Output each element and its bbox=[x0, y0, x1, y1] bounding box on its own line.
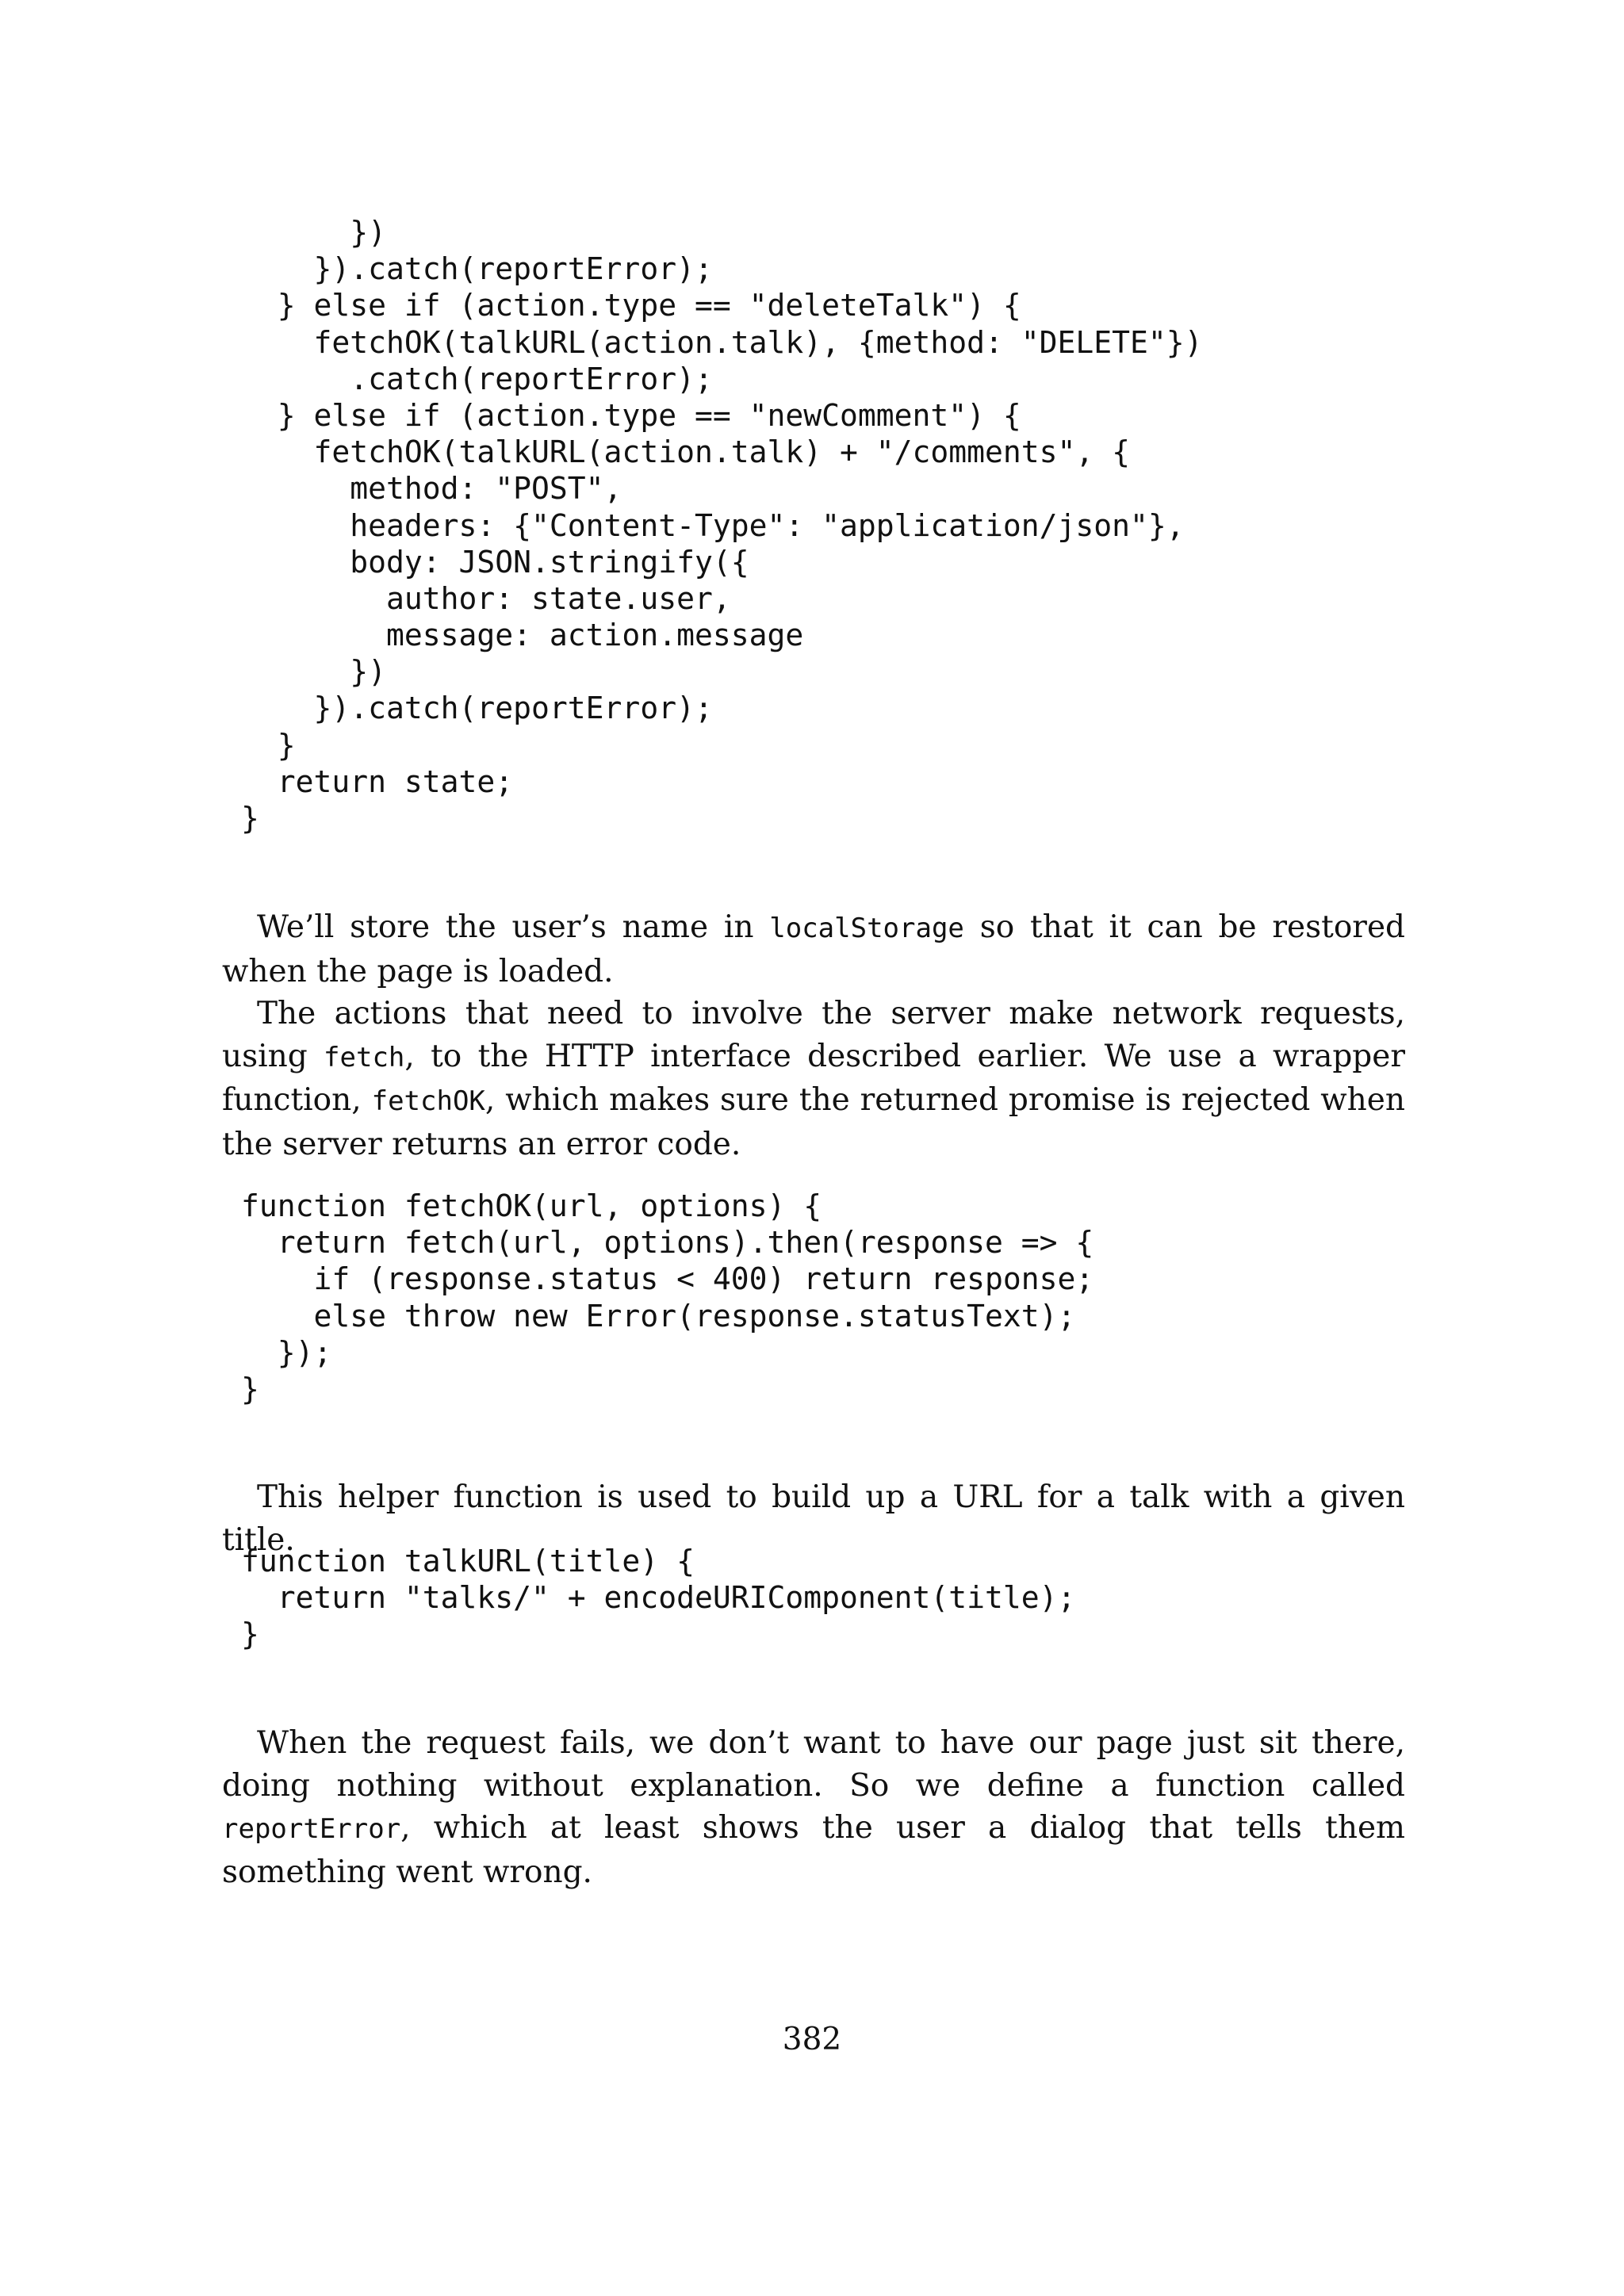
code-line: }).catch(reportError); bbox=[241, 691, 713, 726]
prose-block-report-error bbox=[222, 1722, 1405, 1893]
code-line: return state; bbox=[241, 763, 514, 799]
inline-code: fetch bbox=[324, 1041, 405, 1073]
code-line: author: state.user, bbox=[241, 580, 731, 616]
code-block-state-handler bbox=[241, 214, 1203, 836]
code-block-fetchok bbox=[241, 1188, 1094, 1407]
code-line: }) bbox=[241, 215, 387, 250]
inline-code: localStorage bbox=[769, 913, 964, 944]
code-line: message: action.message bbox=[241, 618, 804, 653]
code-line: method: "POST", bbox=[241, 471, 622, 507]
inline-code: fetchOK bbox=[371, 1085, 485, 1117]
code-line: } bbox=[241, 1617, 259, 1652]
code-line: if (response.status < 400) return response; bbox=[241, 1261, 1094, 1297]
code-line: }).catch(reportError); bbox=[241, 251, 713, 287]
paragraph-local-storage: We’ll store the user’s name in localStorage so that it can be restored when the page is loaded. bbox=[222, 909, 1405, 989]
code-line: } bbox=[241, 1371, 259, 1406]
code-line: } bbox=[241, 727, 296, 763]
paragraph-report-error: When the request fails, we don’t want to have our page just sit there, doing nothing without explanation. So we define a function called reportError, which at least shows the user a dialog that tells them something went wrong. bbox=[222, 1725, 1405, 1890]
paragraph-fetch-wrapper: The actions that need to involve the server make network requests, using fetch, to the HTTP interface described earlier. We use a wrapper function, fetchOK, which makes sure the returned promise is rejected when the server returns an error code. bbox=[222, 996, 1405, 1162]
code-line: return "talks/" + encodeURIComponent(title); bbox=[241, 1580, 1076, 1616]
page-number: 382 bbox=[782, 2022, 842, 2057]
code-line: fetchOK(talkURL(action.talk) + "/comments", { bbox=[241, 434, 1131, 470]
inline-code: reportError bbox=[222, 1813, 401, 1845]
code-block-talkurl bbox=[241, 1543, 1075, 1653]
code-line: } else if (action.type == "newComment") { bbox=[241, 397, 1021, 433]
code-line: }) bbox=[241, 654, 387, 690]
prose-block-storage-and-fetch bbox=[222, 906, 1405, 1165]
code-line: } bbox=[241, 801, 259, 836]
code-line: return fetch(url, options).then(response => { bbox=[241, 1225, 1094, 1261]
code-line: }); bbox=[241, 1334, 332, 1370]
code-line: fetchOK(talkURL(action.talk), {method: "DELETE"}) bbox=[241, 324, 1203, 360]
code-line: } else if (action.type == "deleteTalk") { bbox=[241, 288, 1021, 323]
code-line: else throw new Error(response.statusText); bbox=[241, 1298, 1076, 1334]
code-line: function fetchOK(url, options) { bbox=[241, 1188, 822, 1223]
code-line: function talkURL(title) { bbox=[241, 1544, 695, 1578]
code-line: headers: {"Content-Type": "application/json"}, bbox=[241, 507, 1185, 543]
code-line: .catch(reportError); bbox=[241, 361, 713, 396]
paragraph-talk-url-helper: This helper function is used to build up a URL for a talk with a given title. bbox=[222, 1479, 1405, 1558]
code-line: body: JSON.stringify({ bbox=[241, 544, 749, 580]
